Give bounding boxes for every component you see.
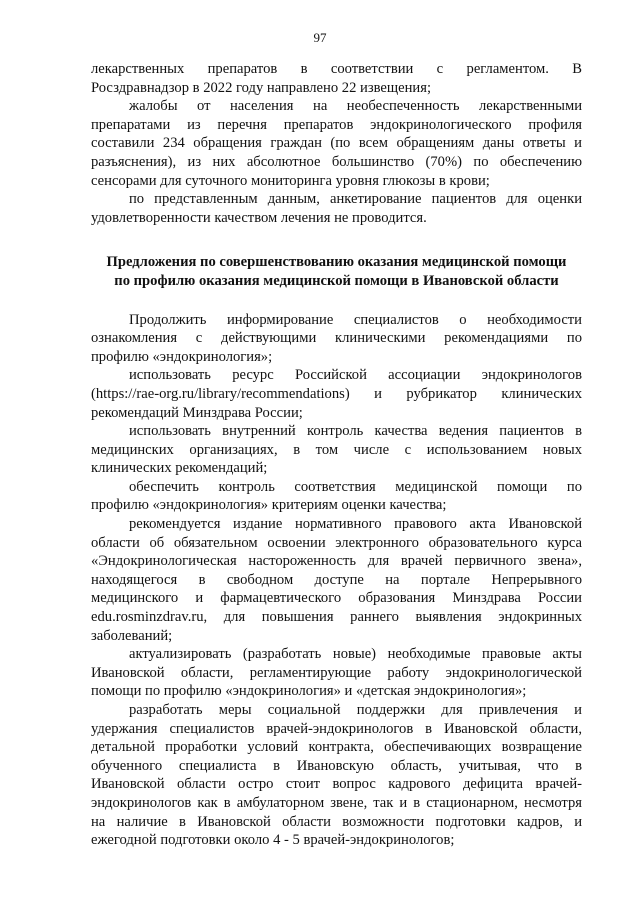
text-line: удовлетворенности качеством лечения не проводится.: [91, 209, 427, 226]
text-line: лекарственных препаратов в соответствии с регламентом. В: [91, 61, 582, 77]
text-line: профилю «эндокринология» критериям оценки качества;: [91, 497, 447, 514]
text-line: Росздравнадзор в 2022 году направлено 22 извещения;: [91, 79, 431, 96]
text-line: жалобы от населения на необеспеченность лекарственными: [129, 98, 582, 115]
text-line: удержания специалистов врачей-эндокринологов в Ивановской области,: [91, 720, 582, 737]
text-line: актуализировать (разработать новые) необходимые правовые акты: [129, 646, 582, 663]
section-heading: [91, 253, 582, 290]
text-line: профилю «эндокринология»;: [91, 348, 273, 365]
heading-line: Предложения по совершенствованию оказания медицинской помощи: [106, 254, 567, 271]
text-line: заболеваний;: [91, 627, 173, 644]
text-line: ежегодной подготовки около 4 - 5 врачей-эндокринологов;: [91, 832, 455, 849]
page-number: 97: [313, 30, 327, 45]
text-line: детальной проработки условий контракта, обеспечивающих возвращение: [91, 739, 582, 756]
text-line: на наличие в Ивановской области возможности подготовки кадров, и: [91, 813, 582, 830]
text-line: edu.rosminzdrav.ru, для повышения раннего выявления эндокринных: [91, 609, 582, 626]
text-line: области об обязательном освоении электронного образовательного курса: [91, 534, 582, 551]
text-line: сенсорами для суточного мониторинга уровня глюкозы в крови;: [91, 172, 490, 189]
intro-paragraphs: [91, 60, 582, 227]
text-line: разъяснения), из них абсолютное большинство (70%) по обеспечению: [91, 153, 582, 170]
text-line: «Эндокринологическая настороженность для врачей первичного звена»,: [91, 553, 582, 570]
text-line: Ивановской области, регламентирующие работу эндокринологической: [91, 664, 582, 681]
text-line: Продолжить информирование специалистов о необходимости: [129, 311, 582, 328]
text-line: медицинского и фармацевтического образования Минздрава России: [91, 590, 582, 607]
text-line: медицинских организациях, в том числе с использованием новых: [91, 441, 582, 458]
text-line: находящегося в свободном доступе на портале Непрерывного: [91, 571, 582, 588]
text-line: (https://rae-org.ru/library/recommendations) и рубрикатор клинических: [91, 385, 582, 402]
heading-line: по профилю оказания медицинской помощи в Ивановской области: [114, 272, 559, 289]
text-line: обеспечить контроль соответствия медицинской помощи по: [129, 478, 582, 495]
text-line: помощи по профилю «эндокринология» и «детская эндокринология»;: [91, 683, 527, 700]
text-line: составили 234 обращения граждан (по всем обращениям даны ответы и: [91, 135, 582, 152]
text-line: обученного специалиста в Ивановскую область, учитывая, что в: [91, 757, 582, 774]
text-line: Ивановской области остро стоит вопрос кадрового дефицита врачей-: [91, 776, 582, 793]
document-body: [91, 60, 582, 850]
text-line: препаратами из перечня препаратов эндокринологического профиля: [91, 116, 582, 133]
text-line: клинических рекомендаций;: [91, 460, 268, 477]
text-line: эндокринологов как в амбулаторном звене, так и в стационарном, несмотря: [91, 794, 582, 811]
text-line: рекомендаций Минздрава России;: [91, 404, 303, 421]
text-line: использовать ресурс Российской ассоциации эндокринологов: [129, 367, 582, 384]
text-line: разработать меры социальной поддержки для привлечения и: [129, 702, 582, 718]
text-line: по представленным данным, анкетирование пациентов для оценки: [129, 191, 582, 208]
text-line: рекомендуется издание нормативного правового акта Ивановской: [129, 516, 582, 533]
text-line: использовать внутренний контроль качества ведения пациентов в: [129, 423, 582, 440]
proposals-list: [91, 311, 582, 850]
text-line: ознакомления с действующими клиническими рекомендациями по: [91, 330, 582, 347]
